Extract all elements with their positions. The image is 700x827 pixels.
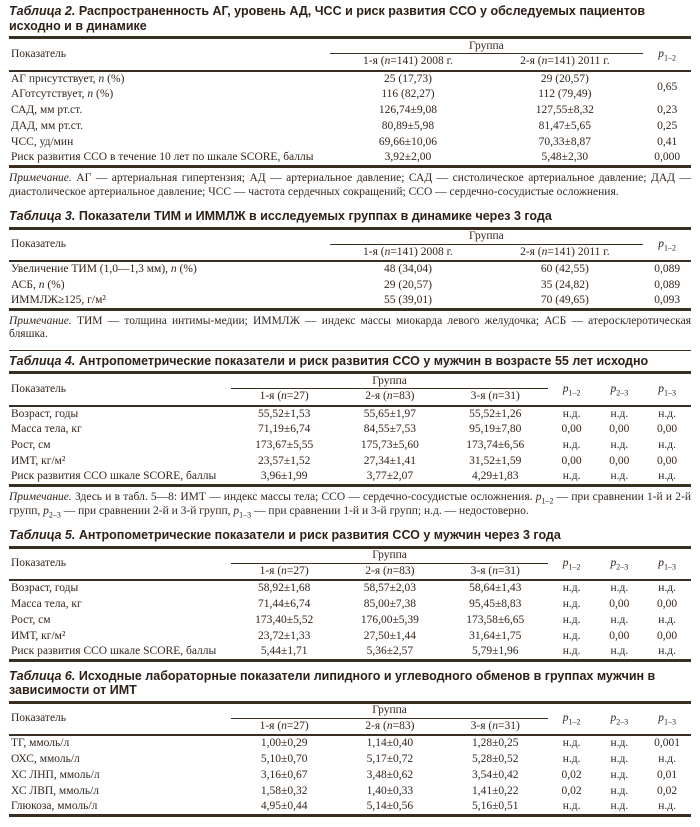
table4-caption-text: Антропометрические показатели и риск развития ССО у мужчин в возрасте 55 лет исходно — [78, 353, 649, 368]
table-row — [9, 580, 691, 596]
cell: 112 (79,49) — [538, 88, 592, 100]
cell: 5,28±0,52 — [471, 752, 519, 765]
table-row — [9, 783, 691, 799]
table3-footnote: Примечание. ТИМ — толщина интимы-медии; ИММЛЖ — индекс массы миокарда левого желудочка; АСБ — атеросклеротическая бляшка. — [9, 314, 691, 340]
cell: 3,54±0,42 — [471, 768, 519, 781]
p-column-header: $p_{1-2}$ — [548, 373, 596, 406]
table5-caption-text: Антропометрические показатели и риск развития ССО у мужчин через 3 года — [78, 528, 561, 542]
cell: 80,89±5,98 — [381, 120, 435, 132]
row-label: САД, мм рт.ст. — [11, 104, 83, 116]
cell: 116 (82,27) — [381, 88, 435, 100]
table4-footnote: Примечание. Здесь и в табл. 5—8: ИМТ — индекс массы тела; ССО — сердечно-сосудистые осложнения. $p_{1-2}$ — при сравнении 1-й и 2-й групп, $p_{2-3}$ — при сравнении 2-й и 3-й групп, $p_{1-3}$ — при сравнении 1-й и 3-й групп; н.д. — недостоверно. — [9, 491, 691, 519]
cell-p: н.д. — [610, 439, 629, 451]
table2-caption-text: Распространенность АГ, уровень АД, ЧСС и риск развития ССО у обследуемых пациентов исходно и в динамике — [9, 4, 646, 33]
cell: 55 (39,01) — [384, 293, 432, 306]
cell: 95,45±8,83 — [469, 597, 522, 610]
row-label: Риск развития ССО шкале SCORE, баллы — [11, 470, 217, 483]
table5 — [9, 546, 691, 662]
cell: 5,17±0,72 — [366, 752, 414, 765]
table6-section — [9, 669, 691, 817]
cell-p: 0,02 — [561, 784, 582, 797]
cell: 70,33±8,87 — [538, 136, 591, 148]
row-label: Риск развития ССО шкале SCORE, баллы — [11, 644, 217, 657]
p-column-header: $p_{1-2}$ — [548, 547, 596, 580]
table6-caption-label: Таблица 6. — [9, 668, 76, 683]
table-row — [9, 612, 691, 628]
cell: 1,28±0,25 — [471, 737, 519, 749]
cell-p: н.д. — [610, 582, 629, 594]
p-column-header: $p_{1-2}$ — [643, 38, 691, 71]
group2-header: 2-я (n=83) — [337, 389, 443, 406]
cell: 173,74±6,56 — [466, 439, 525, 451]
cell: 27,50±1,44 — [363, 629, 417, 642]
table-row — [9, 71, 691, 87]
cell-p: н.д. — [562, 737, 581, 749]
table-row — [9, 422, 691, 438]
row-label: ИММЛЖ≥125, г/м² — [11, 293, 106, 306]
row-label: ОХС, ммоль/л — [11, 752, 80, 765]
cell-p: н.д. — [658, 752, 676, 765]
table6 — [9, 701, 691, 817]
cell: 29 (20,57) — [540, 72, 589, 85]
row-label: ИМТ, кг/м² — [11, 629, 66, 642]
group3-header: 3-я (n=31) — [443, 563, 548, 580]
group-header: Группа — [330, 228, 644, 244]
table3-section — [9, 209, 691, 342]
cell: 69,66±10,06 — [378, 136, 437, 148]
cell-p: н.д. — [610, 737, 629, 749]
group-header: Группа — [330, 38, 644, 54]
table-row — [9, 644, 691, 660]
table2-caption-label: Таблица 2. — [9, 4, 76, 18]
group2-header: 2-я (n=141) 2011 г. — [486, 54, 643, 71]
table-row — [9, 135, 691, 151]
cell: 60 (42,55) — [540, 263, 589, 275]
cell-p: н.д. — [562, 597, 581, 610]
cell: 1,58±0,32 — [260, 784, 308, 797]
cell: 29 (20,57) — [384, 278, 432, 291]
row-label: Возраст, годы — [11, 407, 79, 420]
cell: 1,40±0,33 — [366, 784, 414, 797]
table5-caption — [9, 528, 691, 543]
row-label: Возраст, годы — [11, 582, 79, 594]
table2-section — [9, 4, 691, 199]
cell-p: 0,000 — [654, 151, 681, 164]
row-label: АСБ, n (%) — [11, 278, 65, 291]
group1-header: 1-я (n=27) — [231, 718, 337, 735]
cell-p: н.д. — [610, 470, 629, 483]
row-label: АГ присутствует, n (%) — [11, 72, 125, 85]
table-row — [9, 438, 691, 454]
cell-p: н.д. — [658, 582, 676, 594]
table-row — [9, 735, 691, 751]
row-label: ИМТ, кг/м² — [11, 455, 66, 467]
group3-header: 3-я (n=31) — [443, 389, 548, 406]
table4-caption — [9, 354, 691, 369]
table6-caption-text: Исходные лабораторные показатели липидного и углеводного обменов в группах мужчин в зависимости от ИМТ — [9, 668, 656, 697]
cell: 48 (34,04) — [384, 263, 432, 275]
cell-p-merged: 0,65 — [657, 80, 678, 93]
cell: 126,74±9,08 — [378, 104, 437, 116]
table-row — [9, 799, 691, 815]
cell: 4,95±0,44 — [260, 799, 308, 812]
cell-p: 0,23 — [657, 104, 678, 116]
table-row — [9, 103, 691, 119]
cell-p: н.д. — [610, 644, 629, 657]
cell: 27,34±1,41 — [363, 455, 417, 467]
column-header-indicator: Показатель — [9, 228, 330, 261]
group1-header: 1-я (n=27) — [231, 389, 337, 406]
cell-p: н.д. — [562, 644, 581, 657]
row-label: Масса тела, кг — [11, 423, 82, 435]
cell: 3,92±2,00 — [384, 151, 432, 164]
table-row — [9, 596, 691, 612]
table2-caption — [9, 4, 691, 33]
cell-p: 0,00 — [657, 597, 678, 610]
cell: 175,73±5,60 — [360, 439, 419, 451]
cell-p: н.д. — [610, 613, 629, 626]
p-column-header: $p_{2-3}$ — [595, 702, 643, 735]
p-column-header: $p_{1-3}$ — [643, 373, 691, 406]
row-label: АГотсутствует, n (%) — [11, 88, 114, 100]
row-label: Увеличение ТИМ (1,0—1,3 мм), n (%) — [11, 263, 197, 275]
cell: 3,77±2,07 — [366, 470, 414, 483]
p-column-header: $p_{2-3}$ — [595, 547, 643, 580]
cell: 173,40±5,52 — [255, 613, 314, 626]
cell: 173,67±5,55 — [255, 439, 314, 451]
cell: 31,52±1,59 — [469, 455, 522, 467]
cell-p: н.д. — [658, 644, 676, 657]
p-column-header: $p_{1-2}$ — [548, 702, 596, 735]
cell: 5,36±2,57 — [366, 644, 414, 657]
cell: 70 (49,65) — [540, 293, 589, 306]
cell-p: 0,00 — [609, 423, 630, 435]
cell-p: 0,00 — [657, 423, 678, 435]
group1-header: 1-я (n=141) 2008 г. — [330, 54, 487, 71]
group2-header: 2-я (n=83) — [337, 718, 443, 735]
table4-section — [9, 354, 691, 519]
table5-caption-label: Таблица 5. — [9, 528, 76, 542]
cell: 23,57±1,52 — [258, 455, 311, 467]
cell: 3,48±0,62 — [366, 768, 414, 781]
cell-p: 0,00 — [609, 597, 630, 610]
group3-header: 3-я (n=31) — [443, 718, 548, 735]
cell-p: н.д. — [562, 752, 581, 765]
cell: 31,64±1,75 — [469, 629, 522, 642]
cell: 58,57±2,03 — [363, 582, 417, 594]
cell-p: 0,00 — [657, 629, 678, 642]
table-row — [9, 87, 691, 103]
row-label: Масса тела, кг — [11, 597, 82, 610]
group-header: Группа — [231, 702, 547, 718]
row-label: Рост, см — [11, 439, 51, 451]
cell-p: 0,02 — [657, 784, 678, 797]
cell: 176,00±5,39 — [360, 613, 419, 626]
cell-p: н.д. — [658, 439, 676, 451]
cell: 84,55±7,53 — [363, 423, 417, 435]
cell: 5,14±0,56 — [366, 799, 414, 812]
cell-p: н.д. — [610, 799, 629, 812]
cell-p: н.д. — [610, 752, 629, 765]
table-row — [9, 470, 691, 486]
cell-p: н.д. — [658, 613, 676, 626]
cell-p: 0,00 — [609, 629, 630, 642]
table3-caption-text: Показатели ТИМ и ИММЛЖ в исследуемых группах в динамике через 3 года — [78, 209, 552, 223]
cell: 23,72±1,33 — [258, 629, 311, 642]
cell-p: н.д. — [610, 407, 629, 420]
table2-footnote: Примечание. АГ — артериальная гипертензия; АД — артериальное давление; САД — систолическое артериальное давление; ДАД — диастолическое артериальное давление; ЧСС — частота сердечных сокращений; ССО — сердечно-сосудистые осложнения. — [9, 172, 691, 198]
table3-caption — [9, 209, 691, 224]
column-header-indicator: Показатель — [9, 373, 231, 406]
row-label: ХС ЛВП, ммоль/л — [11, 784, 100, 797]
cell: 58,64±1,43 — [469, 582, 522, 594]
cell-p: н.д. — [658, 470, 676, 483]
cell-p: н.д. — [658, 407, 676, 420]
column-header-indicator: Показатель — [9, 547, 231, 580]
table-row — [9, 261, 691, 277]
cell: 5,44±1,71 — [260, 644, 308, 657]
table-row — [9, 406, 691, 422]
table-row — [9, 119, 691, 135]
cell: 5,48±2,30 — [541, 151, 589, 164]
table-row — [9, 277, 691, 293]
cell-p: н.д. — [562, 439, 581, 451]
cell: 5,79±1,96 — [471, 644, 519, 657]
cell: 55,52±1,53 — [258, 407, 311, 420]
table5-section — [9, 528, 691, 662]
table-row — [9, 293, 691, 309]
cell-p: н.д. — [658, 799, 676, 812]
cell-p: 0,02 — [561, 768, 582, 781]
cell: 55,65±1,97 — [363, 407, 417, 420]
cell-p: н.д. — [562, 799, 581, 812]
group-header: Группа — [231, 547, 547, 563]
group-header: Группа — [231, 373, 547, 389]
cell-p: 0,00 — [609, 455, 630, 467]
group2-header: 2-я (n=141) 2011 г. — [486, 244, 643, 261]
cell: 1,14±0,40 — [366, 737, 414, 749]
divider — [9, 350, 691, 351]
cell: 1,00±0,29 — [260, 737, 308, 749]
table4-caption-label: Таблица 4. — [9, 353, 76, 368]
cell: 55,52±1,26 — [469, 407, 522, 420]
table-row — [9, 767, 691, 783]
cell: 4,29±1,83 — [471, 470, 519, 483]
table3-caption-label: Таблица 3. — [9, 209, 76, 223]
table-row — [9, 151, 691, 167]
cell-p: 0,00 — [561, 423, 582, 435]
row-label: ТГ, ммоль/л — [11, 737, 70, 749]
cell: 3,16±0,67 — [260, 768, 308, 781]
cell: 3,96±1,99 — [260, 470, 308, 483]
cell: 5,16±0,51 — [471, 799, 519, 812]
cell: 35 (24,82) — [540, 278, 589, 291]
cell-p: н.д. — [562, 582, 581, 594]
column-header-indicator: Показатель — [9, 702, 231, 735]
p-column-header: $p_{1-3}$ — [643, 702, 691, 735]
column-header-indicator: Показатель — [9, 38, 330, 71]
row-label: ЧСС, уд/мин — [11, 136, 74, 148]
cell: 58,92±1,68 — [258, 582, 311, 594]
table6-caption — [9, 669, 691, 698]
cell-p: 0,25 — [657, 120, 678, 132]
row-label: ХС ЛНП, ммоль/л — [11, 768, 100, 781]
p-column-header: $p_{1-3}$ — [643, 547, 691, 580]
cell: 71,44±6,74 — [258, 597, 311, 610]
group2-header: 2-я (n=83) — [337, 563, 443, 580]
table-row — [9, 628, 691, 644]
cell-p: 0,001 — [654, 737, 681, 749]
cell-p: 0,00 — [657, 455, 678, 467]
cell: 173,58±6,65 — [466, 613, 525, 626]
cell-p: 0,089 — [654, 278, 681, 291]
row-label: Риск развития ССО в течение 10 лет по шкале SCORE, баллы — [11, 151, 314, 164]
cell-p: 0,01 — [657, 768, 678, 781]
table4 — [9, 371, 691, 487]
table-row — [9, 454, 691, 470]
cell-p: 0,089 — [654, 263, 681, 275]
cell-p: н.д. — [562, 629, 581, 642]
cell: 127,55±8,32 — [535, 104, 594, 116]
cell: 95,19±7,80 — [469, 423, 522, 435]
cell: 1,41±0,22 — [471, 784, 519, 797]
cell-p: н.д. — [562, 407, 581, 420]
p-column-header: $p_{1-2}$ — [643, 228, 691, 261]
cell: 81,47±5,65 — [538, 120, 591, 132]
table3 — [9, 227, 691, 311]
cell-p: н.д. — [610, 768, 629, 781]
cell: 25 (17,73) — [384, 72, 432, 85]
group1-header: 1-я (n=27) — [231, 563, 337, 580]
cell-p: н.д. — [610, 784, 629, 797]
cell-p: 0,093 — [654, 293, 681, 306]
cell: 85,00±7,38 — [363, 597, 417, 610]
cell-p: 0,00 — [561, 455, 582, 467]
row-label: Глюкоза, ммоль/л — [11, 799, 98, 812]
cell-p: н.д. — [562, 613, 581, 626]
cell-p: н.д. — [562, 470, 581, 483]
table-row — [9, 751, 691, 767]
cell: 5,10±0,70 — [260, 752, 308, 765]
p-column-header: $p_{2-3}$ — [595, 373, 643, 406]
group1-header: 1-я (n=141) 2008 г. — [330, 244, 487, 261]
row-label: ДАД, мм рт.ст. — [11, 120, 83, 132]
row-label: Рост, см — [11, 613, 51, 626]
cell-p: 0,41 — [657, 136, 678, 148]
table2 — [9, 36, 691, 168]
cell: 71,19±6,74 — [258, 423, 311, 435]
